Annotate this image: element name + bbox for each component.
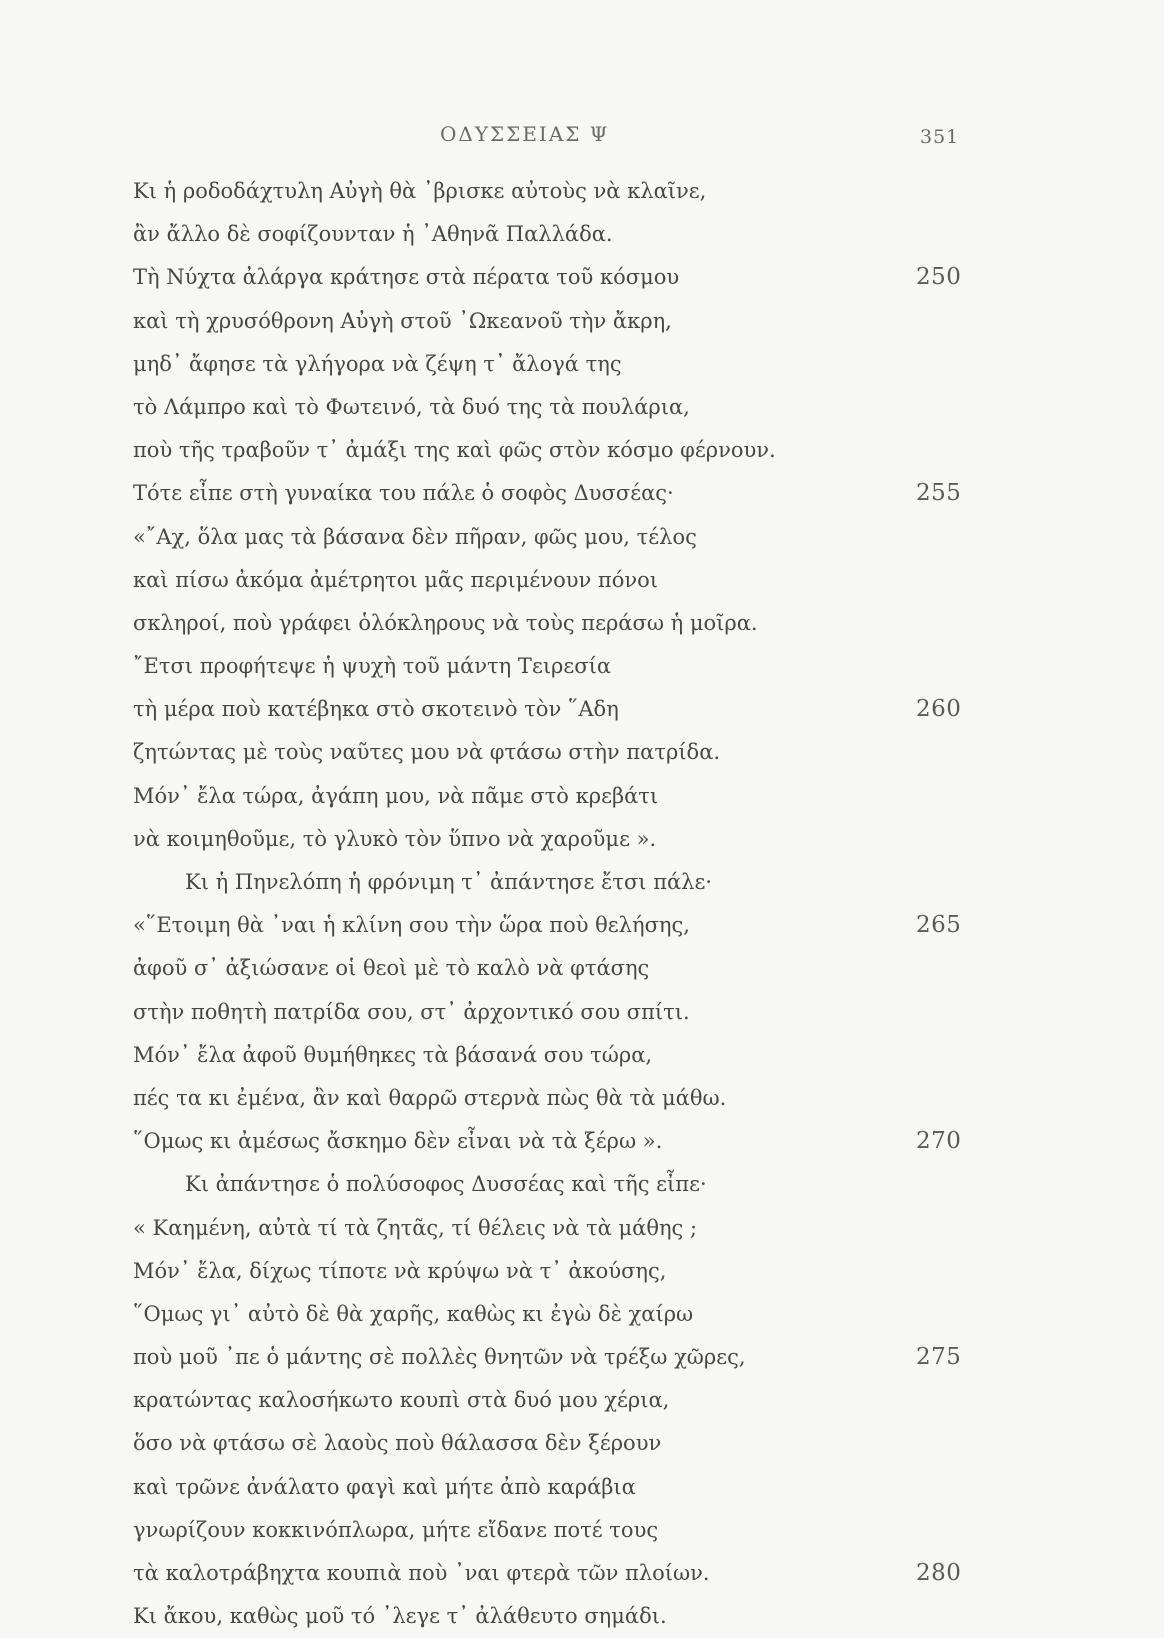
line-number: 250 [916, 264, 962, 291]
verse-line [0, 947, 1164, 990]
verse-text: Κι ἡ ροδοδάχτυλη Αὐγὴ θὰ ᾽βρισκε αὐτοὺς νὰ κλαῖνε, [133, 179, 707, 203]
verse-list [0, 170, 1164, 1638]
verse-text: καὶ τὴ χρυσόθρονη Αὐγὴ στοῦ ᾽Ωκεανοῦ τὴν ἄκρη, [133, 308, 672, 333]
verse-line [0, 645, 1164, 688]
verse-text: νὰ κοιμηθοῦμε, τὸ γλυκὸ τὸν ὕπνο νὰ χαροῦμε ». [133, 826, 657, 851]
verse-line [0, 472, 1164, 515]
verse-text: «῎Αχ, ὅλα μας τὰ βάσανα δὲν πῆραν, φῶς μου, τέλος [133, 524, 697, 549]
verse-line [0, 991, 1164, 1034]
verse-text: κρατώντας καλοσήκωτο κουπὶ στὰ δυό μου χέρια, [133, 1388, 670, 1413]
line-number: 280 [916, 1560, 962, 1586]
verse-line [0, 516, 1164, 559]
verse-text: σκληροί, ποὺ γράφει ὁλόκληρους νὰ τοὺς περάσω ἡ μοῖρα. [133, 610, 758, 635]
verse-line [0, 861, 1164, 904]
verse-line [0, 256, 1164, 299]
verse-line [0, 1163, 1164, 1206]
verse-line [0, 1379, 1164, 1422]
verse-text: καὶ πίσω ἀκόμα ἀμέτρητοι μᾶς περιμένουν πόνοι [133, 567, 659, 592]
verse-line [0, 1293, 1164, 1336]
verse-text: τὸ Λάμπρο καὶ τὸ Φωτεινό, τὰ δυό της τὰ πουλάρια, [133, 394, 690, 419]
verse-text: Κι ἄκου, καθὼς μοῦ τό ᾽λεγε τ᾽ ἀλάθευτο σημάδι. [133, 1604, 667, 1629]
verse-text: τὴ μέρα ποὺ κατέβηκα στὸ σκοτεινὸ τὸν ῞Αδη [133, 697, 619, 722]
line-number: 270 [916, 1128, 962, 1155]
verse-line [0, 1034, 1164, 1077]
verse-text: Μόν᾽ ἔλα, δίχως τίποτε νὰ κρύψω νὰ τ᾽ ἀκούσης, [133, 1258, 667, 1283]
verse-line [0, 213, 1164, 256]
verse-text: ῞Ομως κι ἀμέσως ἄσκημο δὲν εἶναι νὰ τὰ ξέρω ». [133, 1129, 663, 1154]
verse-text: «῞Ετοιμη θὰ ᾽ναι ἡ κλίνη σου τὴν ὥρα ποὺ θελήσης, [133, 913, 690, 938]
verse-line [0, 775, 1164, 818]
line-number: 265 [916, 912, 962, 939]
verse-line [0, 602, 1164, 645]
verse-text: μηδ᾽ ἄφησε τὰ γλήγορα νὰ ζέψη τ᾽ ἄλογά της [133, 351, 622, 376]
verse-text: ἂν ἄλλο δὲ σοφίζουνταν ἡ ᾽Αθηνᾶ Παλλάδα. [133, 222, 613, 247]
verse-line [0, 1077, 1164, 1120]
verse-line [0, 300, 1164, 343]
verse-line [0, 1207, 1164, 1250]
verse-text: Μόν᾽ ἔλα ἀφοῦ θυμήθηκες τὰ βάσανά σου τώρα, [133, 1042, 653, 1067]
verse-text: τὰ καλοτράβηχτα κουπιὰ ποὺ ᾽ναι φτερὰ τῶν πλοίων. [133, 1561, 710, 1585]
verse-text: ποὺ μοῦ ᾽πε ὁ μάντης σὲ πολλὲς θνητῶν νὰ τρέξω χῶρες, [133, 1345, 746, 1370]
verse-line [0, 688, 1164, 731]
verse-text: ζητώντας μὲ τοὺς ναῦτες μου νὰ φτάσω στὴν πατρίδα. [133, 740, 721, 765]
verse-text: στὴν ποθητὴ πατρίδα σου, στ᾽ ἀρχοντικό σου σπίτι. [133, 999, 690, 1024]
verse-line [0, 1120, 1164, 1163]
verse-line [0, 818, 1164, 861]
line-number: 260 [916, 696, 962, 723]
verse-line [0, 1509, 1164, 1552]
verse-text: γνωρίζουν κοκκινόπλωρα, μήτε εἴδανε ποτέ τους [133, 1517, 659, 1542]
verse-line [0, 1250, 1164, 1293]
verse-text: Τότε εἶπε στὴ γυναίκα του πάλε ὁ σοφὸς Δυσσέας· [133, 481, 674, 506]
line-number: 255 [916, 480, 962, 507]
verse-line [0, 170, 1164, 213]
verse-text: ῎Ετσι προφήτεψε ἡ ψυχὴ τοῦ μάντη Τειρεσία [133, 654, 612, 679]
verse-line [0, 731, 1164, 774]
verse-text: ὅσο νὰ φτάσω σὲ λαοὺς ποὺ θάλασσα δὲν ξέρουν [133, 1431, 662, 1456]
verse-text: ποὺ τῆς τραβοῦν τ᾽ ἀμάξι της καὶ φῶς στὸν κόσμο φέρνουν. [133, 438, 776, 463]
verse-line [0, 1595, 1164, 1638]
verse-line [0, 1466, 1164, 1509]
verse-line [0, 904, 1164, 947]
verse-line [0, 386, 1164, 429]
verse-text: ῞Ομως γι᾽ αὐτὸ δὲ θὰ χαρῆς, καθὼς κι ἐγὼ δὲ χαίρω [133, 1301, 694, 1326]
page-number: 351 [920, 126, 960, 148]
verse-text: πές τα κι ἐμένα, ἂν καὶ θαρρῶ στερνὰ πὼς θὰ τὰ μάθω. [133, 1085, 727, 1110]
verse-line [0, 429, 1164, 472]
verse-line [0, 559, 1164, 602]
verse-line [0, 1422, 1164, 1465]
verse-text: « Καημένη, αὐτὰ τί τὰ ζητᾶς, τί θέλεις νὰ τὰ μάθης ; [133, 1215, 698, 1240]
verse-text: Κι ἀπάντησε ὁ πολύσοφος Δυσσέας καὶ τῆς εἶπε· [185, 1172, 707, 1197]
verse-line [0, 343, 1164, 386]
verse-text: καὶ τρῶνε ἀνάλατο φαγὶ καὶ μήτε ἀπὸ καράβια [133, 1474, 636, 1499]
verse-text: Κι ἡ Πηνελόπη ἡ φρόνιμη τ᾽ ἀπάντησε ἔτσι πάλε· [185, 870, 713, 894]
verse-text: Μόν᾽ ἔλα τώρα, ἀγάπη μου, νὰ πᾶμε στὸ κρεβάτι [133, 783, 659, 808]
line-number: 275 [916, 1344, 962, 1371]
verse-text: ἀφοῦ σ᾽ ἀξιώσανε οἱ θεοὶ μὲ τὸ καλὸ νὰ φτάσης [133, 956, 650, 981]
running-head [0, 122, 1164, 152]
verse-text: Τὴ Νύχτα ἀλάργα κράτησε στὰ πέρατα τοῦ κόσμου [133, 265, 680, 290]
running-title: ΟΔΥΣΣΕΙΑΣ Ψ [440, 122, 610, 146]
verse-line [0, 1336, 1164, 1379]
verse-line [0, 1552, 1164, 1595]
